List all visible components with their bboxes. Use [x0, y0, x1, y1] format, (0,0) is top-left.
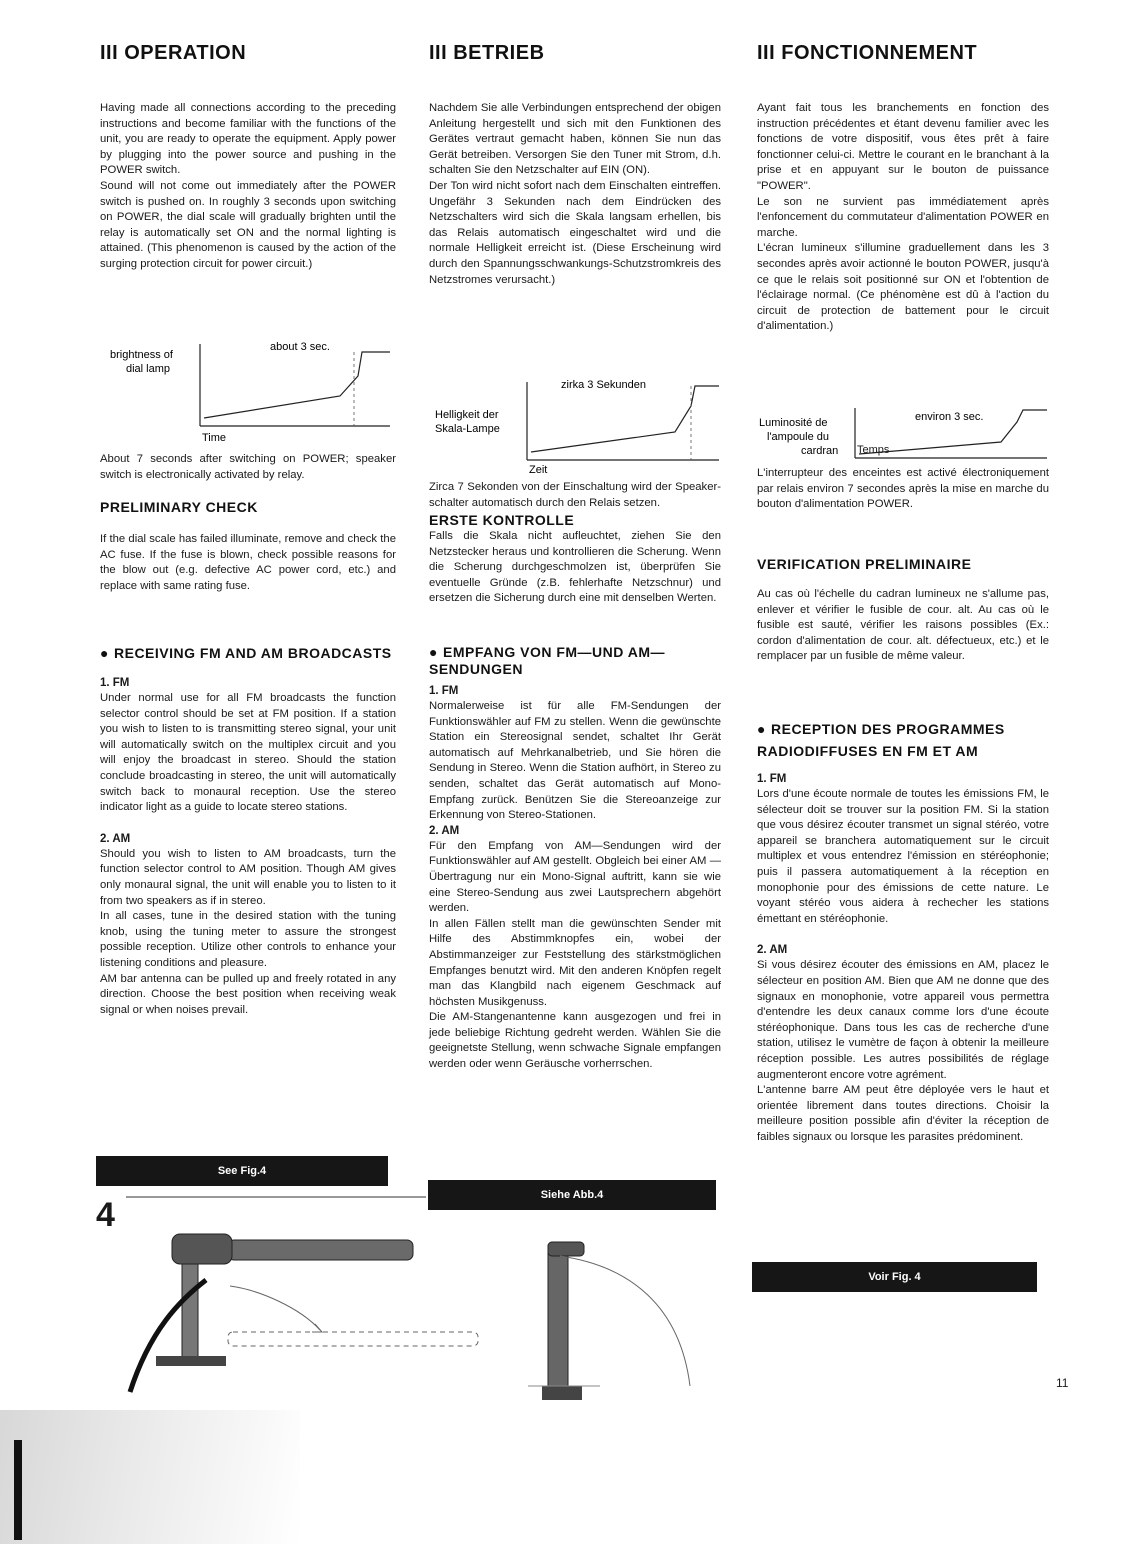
after-graph-text-en: About 7 seconds after switching on POWER; speaker switch is electronically activated by relay. — [100, 453, 396, 481]
figure-divider — [96, 1196, 426, 1198]
prelim-section-fr — [757, 556, 1049, 665]
antenna-figure-left — [110, 1220, 490, 1400]
bullet-icon: ● — [429, 644, 438, 660]
brightness-graph-en — [100, 338, 396, 444]
receiving-section-fr — [757, 718, 1049, 1145]
am-text-fr: Si vous désirez écouter des émissions en AM, placez le sélecteur en position AM. Bien que AM ne donne que des signaux en monophonie, votre appareil vous permettra d'entendre les deux canaux comme lors d'une écoute stéréophonique. Dans tous les cas de recherche d'une station, utilisez le vumètre de façon à obtenir la meilleure réception possible. Les autres possibilités de réglage augmenteront encore votre agrément. — [757, 959, 1049, 1081]
bullet-icon: ● — [757, 721, 766, 737]
intro-block-en — [100, 101, 396, 273]
prelim-heading-en: PRELIMINARY CHECK — [100, 499, 258, 515]
scan-shadow — [0, 1410, 300, 1544]
am-text3-en: AM bar antenna can be pulled up and freely rotated in any direction. Choose the best position when receiving weak signal or when noises prevail. — [100, 972, 396, 1016]
receiving-section-de — [429, 644, 721, 1073]
chapter-title-en: III OPERATION — [100, 42, 247, 64]
graph-ylabel-de: Helligkeit der — [435, 409, 499, 421]
am-heading-de: 2. AM — [429, 824, 460, 837]
sound-text-en: Sound will not come out immediately after the POWER switch is pushed on. In roughly 3 seconds upon switching on POWER, the dial scale will gradually brighten until the relay is automatically set ON and the normal lighting is attained. (This phenomenon is caused by the action of the surging protection circuit for power circuit.) — [100, 179, 396, 270]
graph-annotation-de: zirka 3 Sekunden — [561, 379, 646, 391]
intro-block-de — [429, 101, 721, 288]
scan-edge-mark — [14, 1440, 22, 1540]
graph-xlabel-en: Time — [202, 432, 227, 444]
graph-ylabel3-fr: cardran — [801, 445, 839, 457]
chapter-title-fr: III FONCTIONNEMENT — [757, 42, 978, 64]
see-fig-bar-fr: Voir Fig. 4 — [752, 1262, 1037, 1292]
graph-xlabel-fr: Temps — [857, 444, 890, 456]
fm-heading-en: 1. FM — [100, 677, 130, 689]
am-text3-de: Die AM-Stangenantenne kann ausgezogen und frei in jede beliebige Richtung gedreht werden. Wählen Sie die geeignetste Stellung, wenn schwache Signale empfangen werden oder wenn Geräusche vorherrschen. — [429, 1011, 721, 1071]
receiving-heading-en — [100, 645, 396, 662]
see-fig-bar-en: See Fig.4 — [96, 1156, 388, 1186]
receiving-heading-fr — [757, 718, 1049, 762]
receiving-heading-text-de: EMPFANG VON FM—UND AM—SENDUNGEN — [429, 644, 666, 677]
graph-annotation-en: about 3 sec. — [270, 341, 330, 353]
fm-text-de: Normalerweise ist für alle FM-Sendungen der Funktionswähler auf FM zu stellen. Wenn die gewünschte Station ein Stereosignal sendet, schaltet Ihr Gerät automatisch auf Mehrkanalbetrieb, und Sie hören die Sendung in Stereo. Wenn die Station aufhört, in Stereo zu senden, schaltet das Gerät automatisch auf Mono-Empfang zurück. Benützen Sie die Stereoanzeige zur Erkennung von Stereo-Stationen. — [429, 700, 721, 822]
intro-text-de: Nachdem Sie alle Verbindungen entsprechend der obigen Anleitung hergestellt und sich mit den Funktionen des Gerätes vertraut gemacht haben, können Sie nun das Gerät betreiben. Versorgen Sie den Tuner mit Strom, d.h. schalten Sie den Netzschalter auf EIN (ON). — [429, 102, 721, 177]
prelim-text-en: If the dial scale has failed illuminate, remove and check the AC fuse. If the fuse is blown, check possible reasons for the blow out (e.g. defective AC power cord, etc.) and replace with same rating fuse. — [100, 533, 396, 592]
graph-annotation-fr: environ 3 sec. — [915, 411, 984, 423]
after-graph-fr — [757, 466, 1049, 513]
prelim-section-en — [100, 499, 396, 594]
graph-ylabel2-en: dial lamp — [126, 363, 171, 375]
see-fig-bar-de: Siehe Abb.4 — [428, 1180, 716, 1210]
sound2-text-fr: L'écran lumineux s'illumine graduellement dans les 3 secondes après avoir actionné le bouton POWER, jusqu'à ce que le relais soit positionné sur ON et l'obtention de l'éclairage normal. (Ce phénomène est dû à l'action du circuit de protection de battement pour le circuit d'alimentation.) — [757, 242, 1049, 333]
am-bar-antenna-icon — [130, 1234, 478, 1392]
sound-text-de: Der Ton wird nicht sofort nach dem Einschalten eintreffen. Ungefähr 3 Sekunden nach dem Eindrücken des Netzschalters wird sich die Skala langsam erhellen, bis das Relais automatisch eingeschaltet wird und die normale Helligkeit erreicht ist. (Diese Erscheinung wird durch den Spannungsschwankungs-Schutzstromkreis des Netzstromes verursacht.) — [429, 179, 721, 286]
page-number: 11 — [1056, 1376, 1069, 1390]
after-graph-en — [100, 452, 396, 483]
intro-block-fr — [757, 101, 1049, 335]
figure-number: 4 — [96, 1196, 115, 1234]
graph-ylabel2-fr: l'ampoule du — [767, 431, 830, 443]
bullet-icon: ● — [100, 645, 109, 661]
prelim-text-de: Falls die Skala nicht aufleuchtet, ziehen Sie den Netzstecker heraus und kontrollieren die Scherung. Wenn die Scherung durchgeschmolzen ist, überprüfen Sie eventuelle Gründe (z.B. fehlerhafte Netzschnur) und ersetzen die Sicherung durch eine mit denselben Werten. — [429, 530, 721, 605]
fm-text-en: Under normal use for all FM broadcasts the function selector control should be set at FM position. If a station you wish to listen to is transmitting stereo signal, your unit will automatically switch on the multiplex circuit and you will enjoy the broadcast in stereo. Should the station conclude broadcasting in stereo, the unit will automatically switch back to monaural reception. Use the stereo indicator light as a guide to locate stereo stations. — [100, 692, 396, 814]
receiving-heading-text-fr: RECEPTION DES PROGRAMMES RADIODIFFUSES EN FM ET AM — [757, 721, 1005, 759]
am-heading-fr: 2. AM — [757, 944, 788, 957]
am-text-de: Für den Empfang von AM—Sendungen wird der Funktionswähler auf AM gestellt. Obgleich bei einer AM — Übertragung nur ein Mono-Signal auftritt, kann sie wie eine Stereo-Sendung aus zwei Lautsprechern abgehört werden. — [429, 839, 721, 915]
graph-ylabel-fr: Luminosité de — [759, 417, 828, 429]
intro-text-fr: Ayant fait tous les branchements en fonction des instruction précédentes et étant devenu familier avec les fonctions de votre dispositif, vous êtes prêt à faire fonctionner celui-ci. Mettre le courant en le branchant à la prise et en appuyant sur le bouton de puissance "POWER". — [757, 102, 1049, 192]
fm-text-fr: Lors d'une écoute normale de toutes les émissions FM, le sélecteur doit se trouver sur la position FM. Si la station que vous désirez écouter transmet un signal stéréo, votre appareil se branchera automatiquement sur le circuit multiplex et vous entendrez l'émission en stéréophonie; puis il passera automatiquement à la réception en monophonie pour des émissions de cette nature. Le voyant stéréo vous aidera à rechecher les stations émettant en stéréophonie. — [757, 788, 1049, 925]
brightness-graph-de — [429, 372, 721, 476]
am-heading-en: 2. AM — [100, 832, 131, 845]
am-text2-de: In allen Fällen stellt man die gewünschten Sender mit Hilfe des Abstimmknopfes ein, wobei der Abstimmanzeiger zur Feststellung des stärkstmöglichen Empfanges benutzt wird. Mit den anderen Knöpfen regelt man das Klangbild nach eigenem Geschmack auf höchsten Musikgenuss. — [429, 917, 721, 1008]
graph-xlabel-de: Zeit — [529, 464, 548, 476]
receiving-section-en — [100, 645, 396, 1018]
am-text2-fr: L'antenne barre AM peut être déployée vers le haut et orientée librement dans toutes directions. Choisir la meilleure position possible afin d'éviter la réception de faibles signaux ou lorsque les parasites prédominent. — [757, 1084, 1049, 1143]
receiving-heading-de — [429, 644, 721, 678]
am-text-en: Should you wish to listen to AM broadcasts, turn the function selector control to AM position. Though AM gives only monaural signal, the unit will enable you to listen to it from two speakers as if in stereo. — [100, 847, 396, 907]
prelim-text-fr: Au cas où l'échelle du cadran lumineux ne s'allume pas, enlever et vérifier le fusible de cour. alt. Au cas où le fusible est sauté, vérifier les raisons possibles (Ex.: cordon d'alimentation de cour. alt. défectueux, etc.) et le remplacer par un fusible de même valeur. — [757, 588, 1049, 663]
prelim-section-de — [429, 512, 721, 607]
fm-heading-fr: 1. FM — [757, 773, 787, 785]
graph-ylabel-en: brightness of — [110, 349, 173, 361]
prelim-heading-fr: VERIFICATION PRELIMINAIRE — [757, 556, 972, 572]
antenna-rotation-icon — [528, 1242, 690, 1400]
after-graph-text-fr: L'interrupteur des enceintes est activé électroniquement par relais environ 7 secondes après la mise en marche du bouton d'alimentation POWER. — [757, 467, 1049, 511]
receiving-heading-text-en: RECEIVING FM AND AM BROADCASTS — [114, 645, 392, 661]
fm-heading-de: 1. FM — [429, 685, 459, 697]
antenna-figure-right — [520, 1226, 720, 1416]
sound-text-fr: Le son ne survient pas immédiatement après l'enfoncement du commutateur d'alimentation POWER en marche. — [757, 195, 1049, 239]
intro-text-en: Having made all connections according to the preceding instructions and become familiar with the functions of the unit, you are ready to operate the equipment. Apply power by plugging into the power source and pushing in the POWER switch. — [100, 102, 396, 177]
chapter-title-de: III BETRIEB — [429, 42, 545, 64]
after-graph-de — [429, 480, 721, 511]
am-text2-en: In all cases, tune in the desired station with the tuning knob, using the tuning meter to assure the strongest possible reception. Utilize other controls to enhance your listening conditions and pleasure. — [100, 910, 396, 969]
prelim-heading-de: ERSTE KONTROLLE — [429, 512, 575, 528]
graph-ylabel2-de: Skala-Lampe — [435, 423, 500, 435]
after-graph-text-de: Zirca 7 Sekonden von der Einschaltung wird der Speaker-schalter automatisch durch den Relais setzen. — [429, 481, 721, 509]
